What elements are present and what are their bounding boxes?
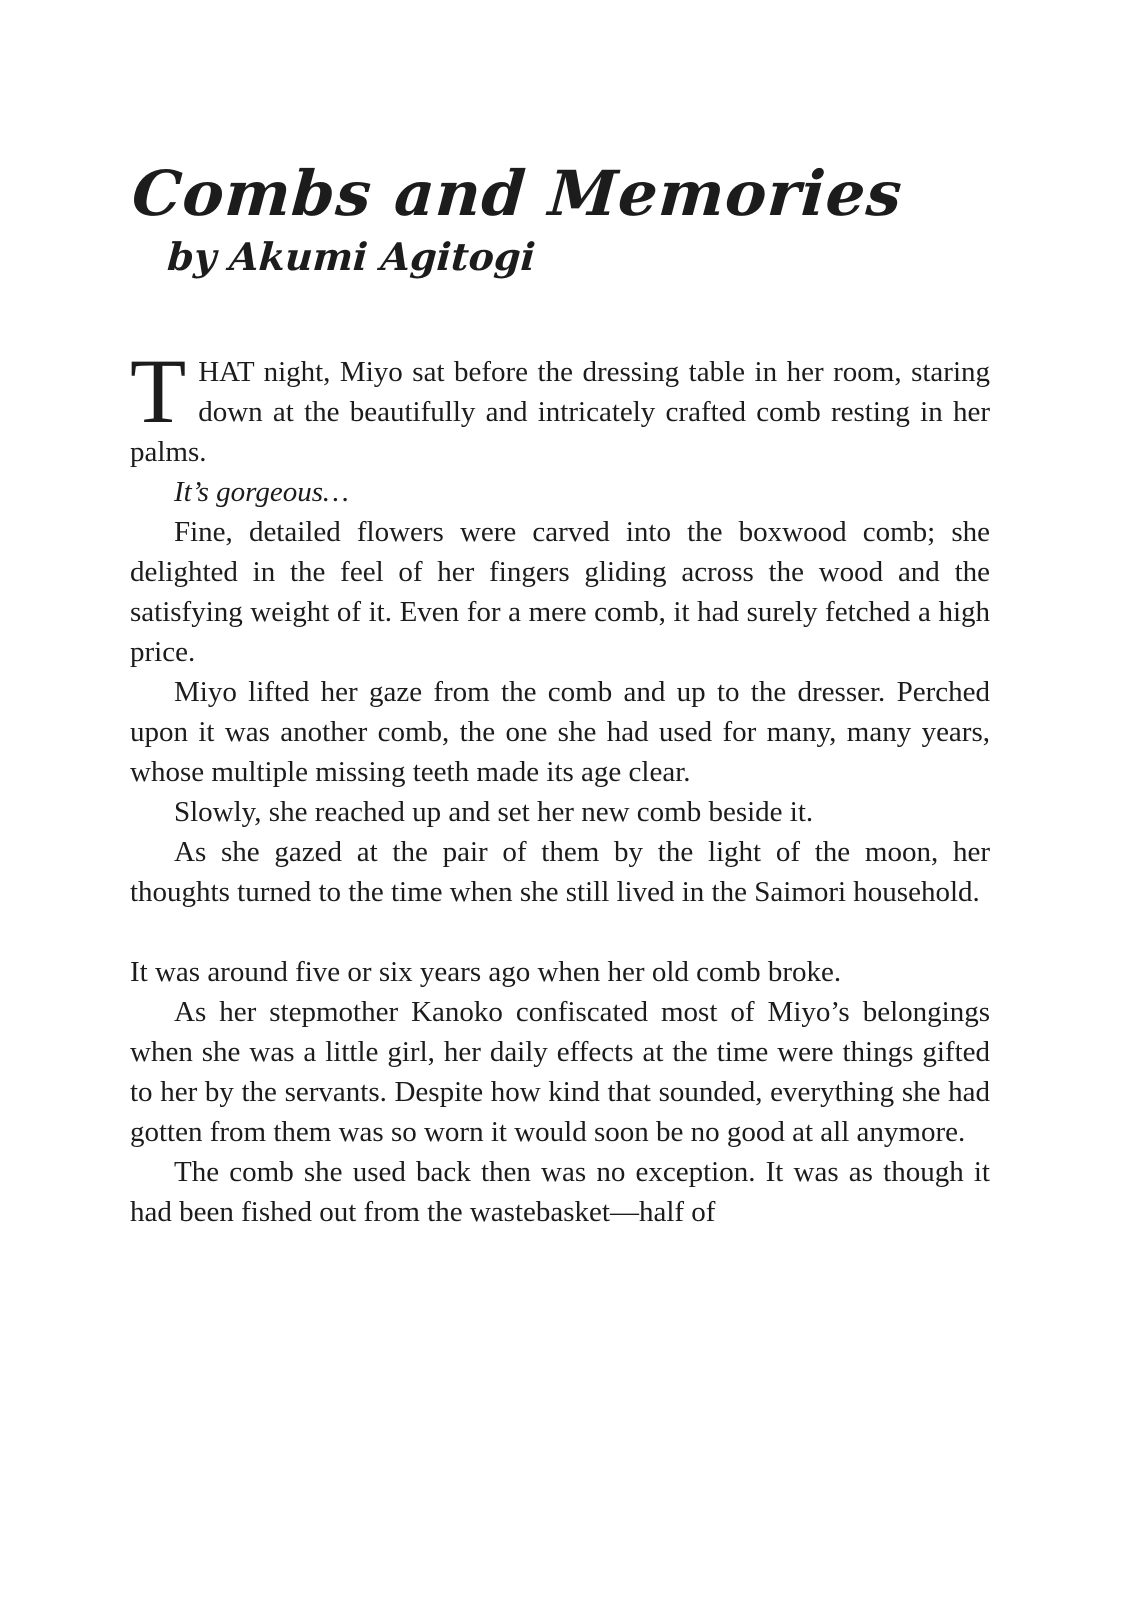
body-text <box>130 339 990 1232</box>
byline: by Akumi Agitogi <box>166 234 537 280</box>
paragraph: As her stepmother Kanoko confiscated most of Miyo’s belongings when she was a little girl, her daily effects at the time were things gifted to her by the servants. Despite how kind that sounded, everything she had gotten from them was so worn it would soon be no good at all anymore. <box>130 995 990 1148</box>
paragraph: The comb she used back then was no exception. It was as though it had been fished out from the wastebasket—half of <box>130 1155 990 1228</box>
page-title: Combs and Memories <box>129 157 905 230</box>
paragraph: It’s gorgeous… <box>174 475 349 508</box>
paragraph: Slowly, she reached up and set her new comb beside it. <box>174 795 814 828</box>
paragraph: It was around five or six years ago when her old comb broke. <box>130 955 842 988</box>
drop-cap: T <box>130 339 187 442</box>
page-content <box>129 157 990 1232</box>
paragraph: Fine, detailed flowers were carved into the boxwood comb; she delighted in the feel of her fingers gliding across the wood and the satisfying weight of it. Even for a mere comb, it had surely fetched a high price. <box>130 515 990 668</box>
paragraph: Miyo lifted her gaze from the comb and up to the dresser. Perched upon it was another comb, the one she had used for many, many years, whose multiple missing teeth made its age clear. <box>130 675 990 788</box>
paragraph: THAT night, Miyo sat before the dressing table in her room, staring down at the beautifully and intricately crafted comb resting in her palms. <box>130 339 990 468</box>
paragraph: As she gazed at the pair of them by the light of the moon, her thoughts turned to the time when she still lived in the Saimori household. <box>130 835 990 908</box>
